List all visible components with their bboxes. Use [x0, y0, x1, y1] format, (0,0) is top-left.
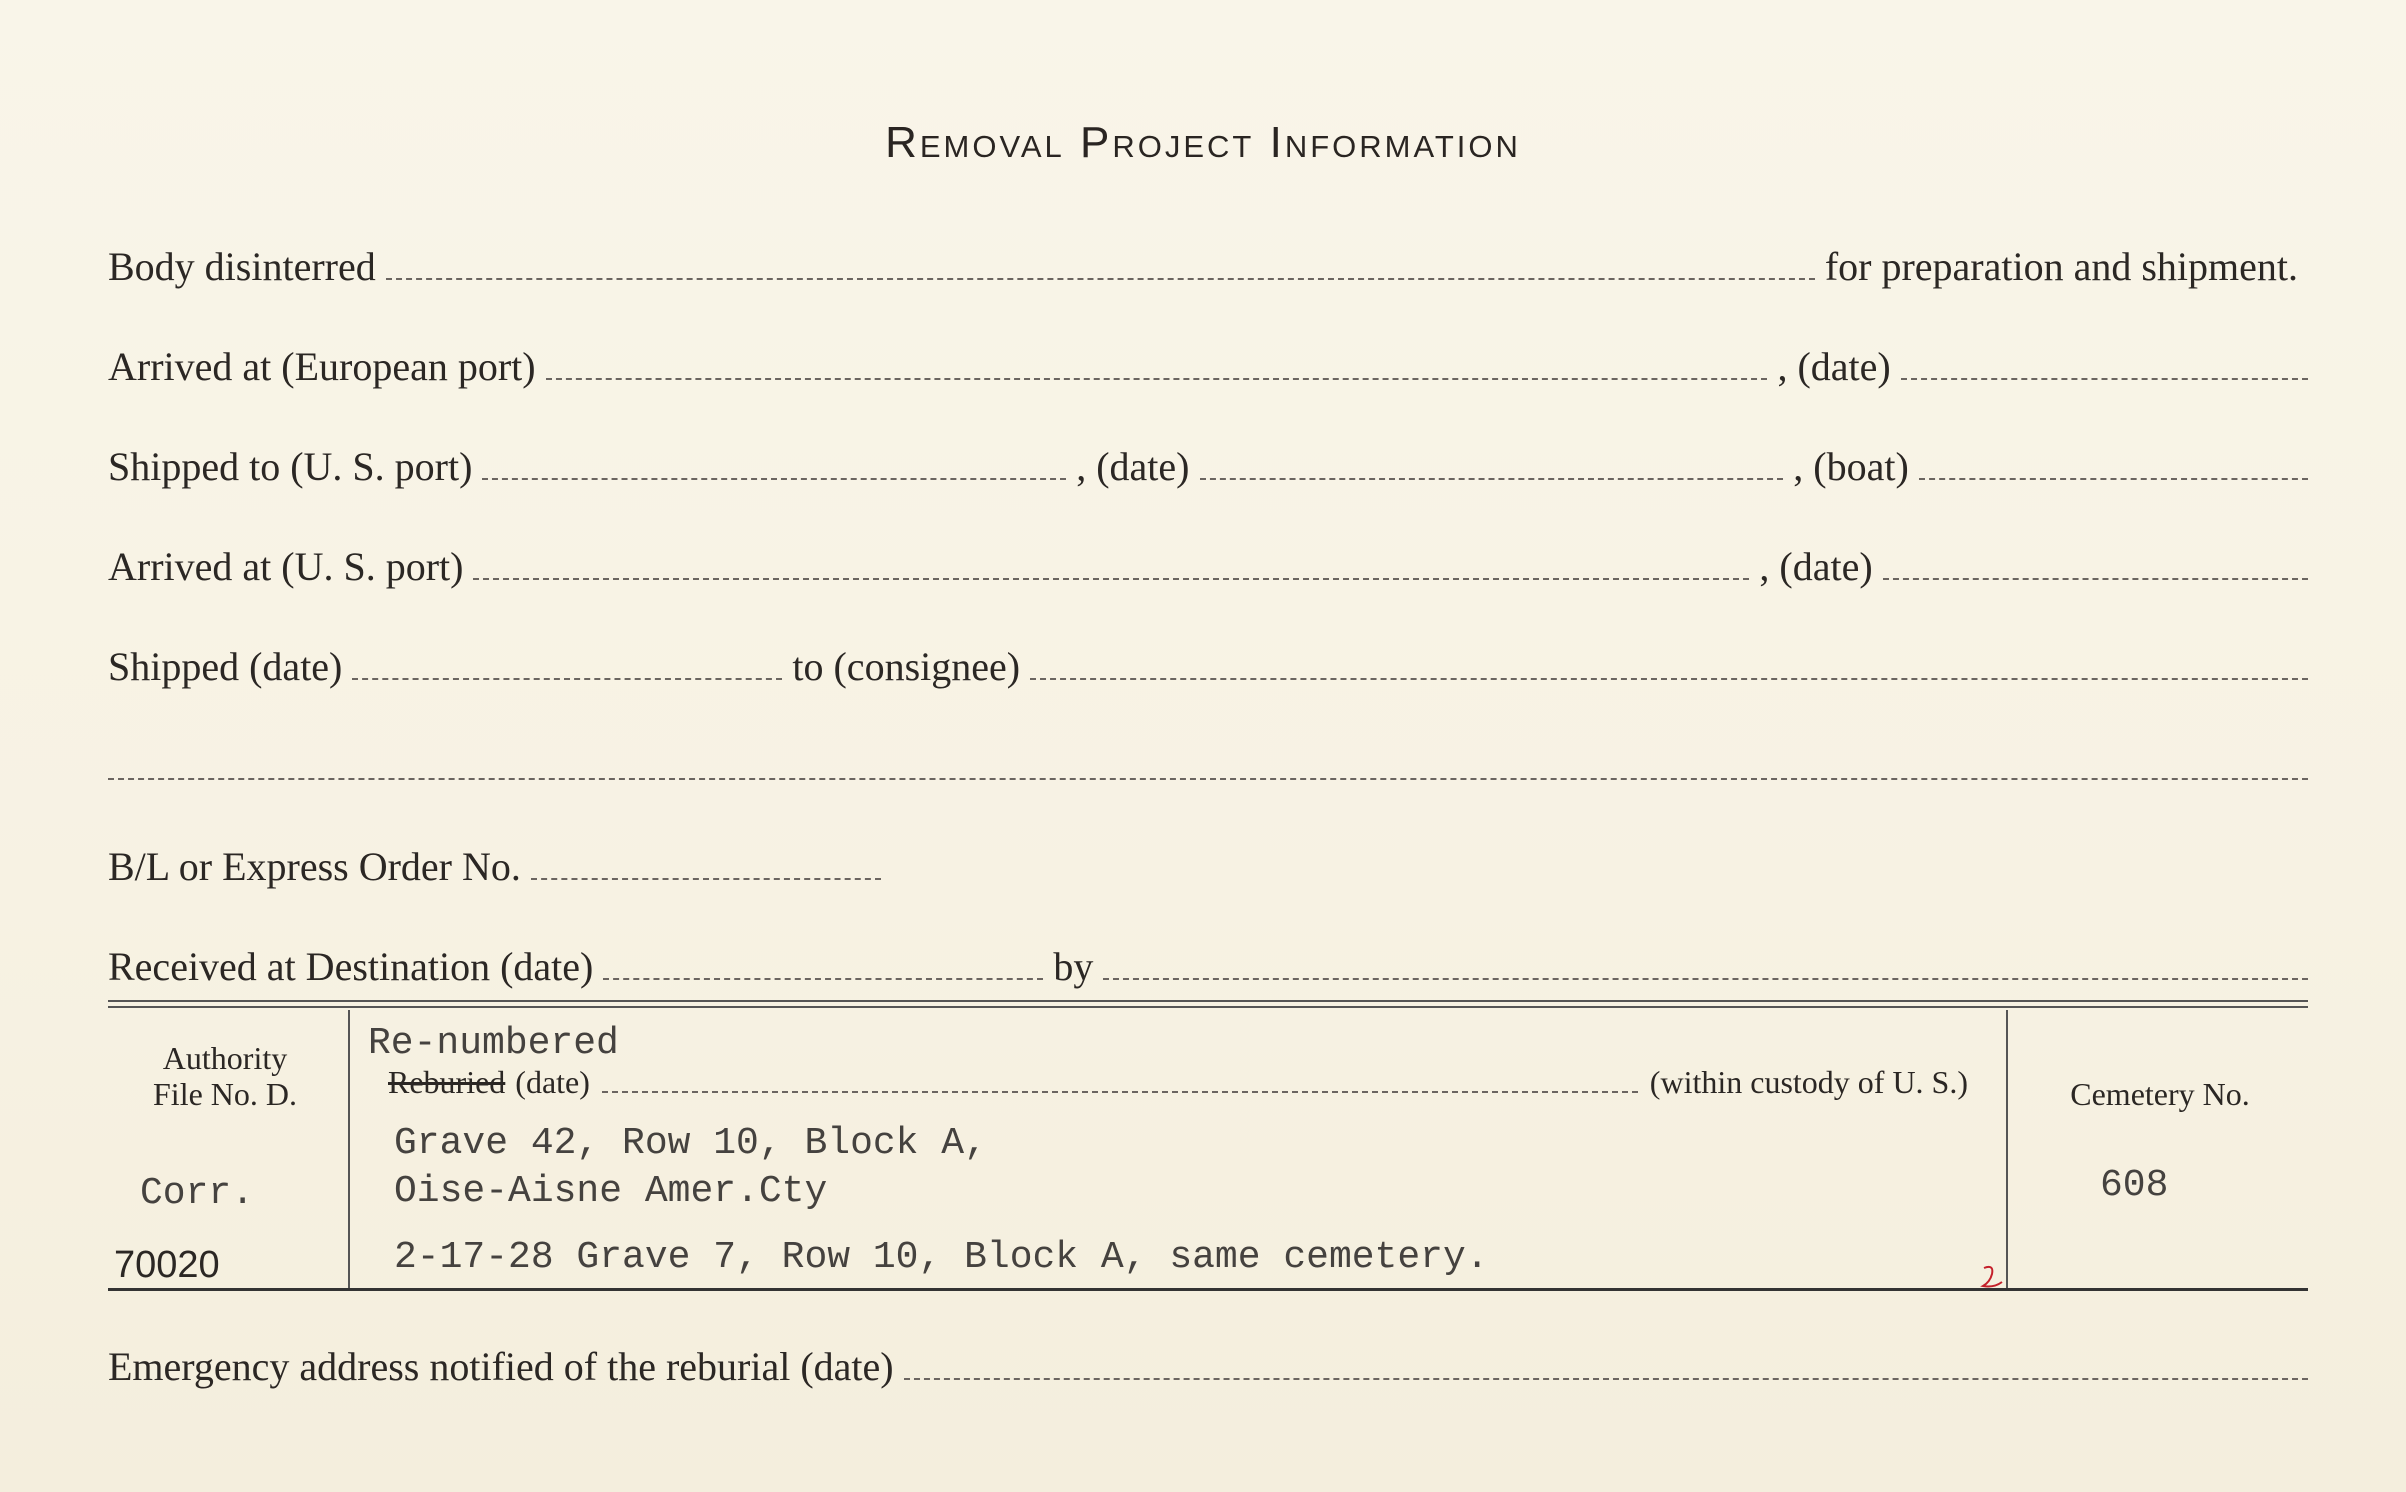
- row-consignee-continuation: [108, 730, 2308, 790]
- arrived-us-port-date-blank: [1883, 578, 2308, 580]
- box-bottom-rule: [108, 1288, 2308, 1291]
- arrived-us-port-label: Arrived at (U. S. port): [108, 544, 464, 589]
- received-label: Received at Destination (date): [108, 944, 594, 989]
- grave-line-1: Grave 42, Row 10, Block A,: [394, 1122, 987, 1165]
- shipped-date-blank: [352, 678, 782, 680]
- emergency-date-blank: [904, 1378, 2308, 1380]
- row-arrived-us-port: [108, 530, 2308, 590]
- grave-line-3: 2-17-28 Grave 7, Row 10, Block A, same cemetery.: [394, 1236, 1489, 1279]
- cemetery-label: Cemetery No.: [2070, 1076, 2250, 1112]
- arrived-us-port-date-label: , (date): [1759, 544, 1873, 589]
- red-check-mark: [1980, 1262, 2006, 1290]
- body-disinterred-label: Body disinterred: [108, 244, 376, 289]
- emergency-label: Emergency address notified of the reburial (date): [108, 1344, 894, 1389]
- grave-line-2: Oise-Aisne Amer.Cty: [394, 1170, 828, 1213]
- shipped-us-port-boat-blank: [1919, 478, 2308, 480]
- arrived-european-blank: [546, 378, 1768, 380]
- reburied-row: [388, 1064, 1968, 1101]
- shipped-consignee-label: to (consignee): [792, 644, 1021, 689]
- bl-order-label: B/L or Express Order No.: [108, 844, 521, 889]
- custody-label: (within custody of U. S.): [1649, 1064, 1968, 1100]
- box-top-rule: [108, 1000, 2308, 1008]
- shipped-us-port-blank: [482, 478, 1066, 480]
- reburied-date-label: (date): [515, 1064, 590, 1100]
- row-shipped-date: [108, 630, 2308, 690]
- row-bl-order: [108, 830, 2308, 890]
- shipped-us-port-boat-label: , (boat): [1793, 444, 1909, 489]
- shipped-us-port-label: Shipped to (U. S. port): [108, 444, 473, 489]
- cemetery-number: 608: [2100, 1164, 2169, 1207]
- received-date-blank: [603, 978, 1043, 980]
- authority-line-1: Authority: [162, 1040, 288, 1076]
- arrived-european-label: Arrived at (European port): [108, 344, 536, 389]
- renumbered-text: Re-numbered: [368, 1022, 619, 1065]
- body-disinterred-blank: [386, 278, 1815, 280]
- shipped-us-port-date-label: , (date): [1076, 444, 1190, 489]
- arrived-european-date-blank: [1901, 378, 2308, 380]
- bl-order-blank: [531, 878, 881, 880]
- authority-line-2: File No. D.: [153, 1076, 297, 1112]
- shipped-consignee-blank: [1030, 678, 2308, 680]
- body-disinterred-suffix: for preparation and shipment.: [1824, 244, 2298, 289]
- file-number: 70020: [114, 1244, 220, 1286]
- reburied-date-blank: [602, 1091, 1638, 1093]
- card-title: Removal Project Information: [885, 118, 1521, 167]
- row-arrived-european: [108, 330, 2308, 390]
- row-body-disinterred: [108, 230, 2308, 290]
- arrived-us-port-blank: [473, 578, 1749, 580]
- shipped-us-port-date-blank: [1200, 478, 1784, 480]
- received-by-label: by: [1053, 944, 1094, 989]
- received-by-blank: [1103, 978, 2308, 980]
- row-emergency: [108, 1330, 2308, 1390]
- authority-label: [120, 1040, 330, 1112]
- shipped-date-label: Shipped (date): [108, 644, 343, 689]
- row-shipped-us-port: [108, 430, 2308, 490]
- box-divider-left: [348, 1010, 350, 1288]
- arrived-european-date-label: , (date): [1777, 344, 1891, 389]
- reburied-struck-label: Reburied: [388, 1064, 506, 1100]
- box-divider-right: [2006, 1010, 2008, 1290]
- row-received: [108, 930, 2308, 990]
- consignee-continuation-blank: [108, 778, 2308, 780]
- corr-label: Corr.: [140, 1172, 255, 1215]
